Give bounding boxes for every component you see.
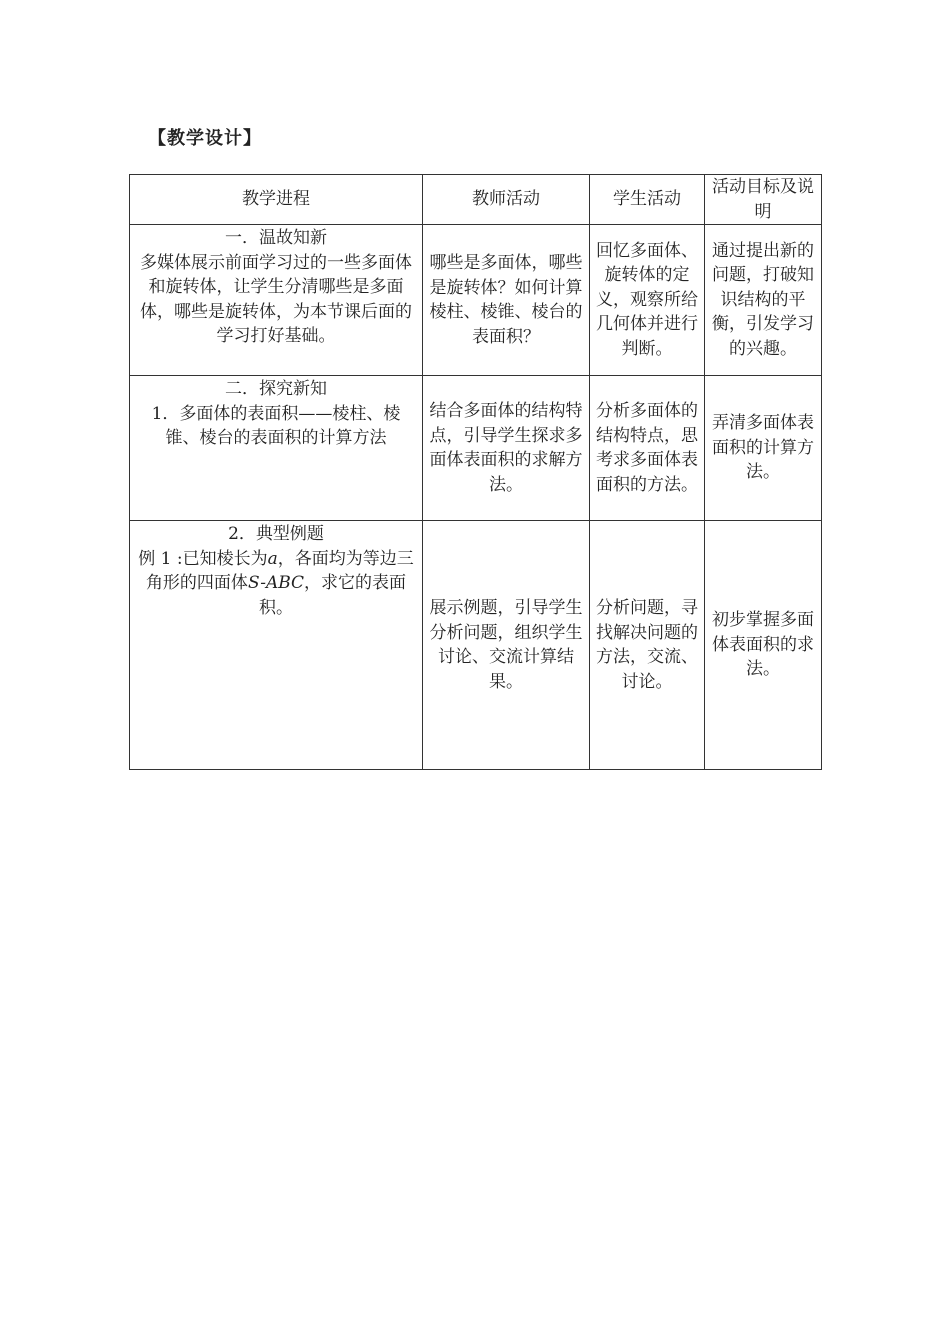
process-title: 2．典型例题 <box>228 524 324 544</box>
goal-cell: 通过提出新的问题，打破知识结构的平衡，引发学习的兴趣。 <box>705 225 822 376</box>
student-activity-cell: 分析问题，寻找解决问题的方法，交流、讨论。 <box>590 521 705 770</box>
student-activity-cell: 回忆多面体、旋转体的定义，观察所给几何体并进行判断。 <box>590 225 705 376</box>
table-row <box>130 521 822 770</box>
process-body <box>136 547 416 621</box>
header-teacher-activity: 教师活动 <box>423 175 590 225</box>
variable-a: a <box>267 548 278 569</box>
process-body: 多媒体展示前面学习过的一些多面体和旋转体，让学生分清哪些是多面体，哪些是旋转体，为本节课后面的学习打好基础。 <box>140 252 412 346</box>
teaching-design-table <box>129 174 822 770</box>
goal-cell: 初步掌握多面体表面积的求法。 <box>705 521 822 770</box>
process-title: 一．温故知新 <box>225 228 327 248</box>
teacher-activity-cell: 哪些是多面体，哪些是旋转体？如何计算棱柱、棱锥、棱台的表面积？ <box>423 225 590 376</box>
teacher-activity-cell: 结合多面体的结构特点，引导学生探求多面体表面积的求解方法。 <box>423 376 590 521</box>
header-student-activity: 学生活动 <box>590 175 705 225</box>
teacher-activity-cell: 展示例题，引导学生分析问题，组织学生讨论、交流计算结果。 <box>423 521 590 770</box>
process-cell <box>130 521 423 770</box>
example-text: 例 1 :已知棱长为 <box>138 548 268 569</box>
process-cell <box>130 376 423 521</box>
tetrahedron-name: S-ABC <box>247 573 305 593</box>
process-cell <box>130 225 423 376</box>
process-title: 二．探究新知 <box>225 379 327 399</box>
example-text: ，各面均为等边三角形的四面体 <box>145 548 414 593</box>
table-row <box>130 376 822 521</box>
table-row <box>130 225 822 376</box>
student-activity-cell: 分析多面体的结构特点，思考求多面体表面积的方法。 <box>590 376 705 521</box>
table-header-row <box>130 175 822 225</box>
process-body: 1．多面体的表面积——棱柱、棱锥、棱台的表面积的计算方法 <box>151 403 401 448</box>
header-goal: 活动目标及说明 <box>705 175 822 225</box>
goal-cell: 弄清多面体表面积的计算方法。 <box>705 376 822 521</box>
example-text: ，求它的表面积。 <box>259 573 407 618</box>
header-process: 教学进程 <box>130 175 423 225</box>
section-heading: 【教学设计】 <box>148 128 262 149</box>
